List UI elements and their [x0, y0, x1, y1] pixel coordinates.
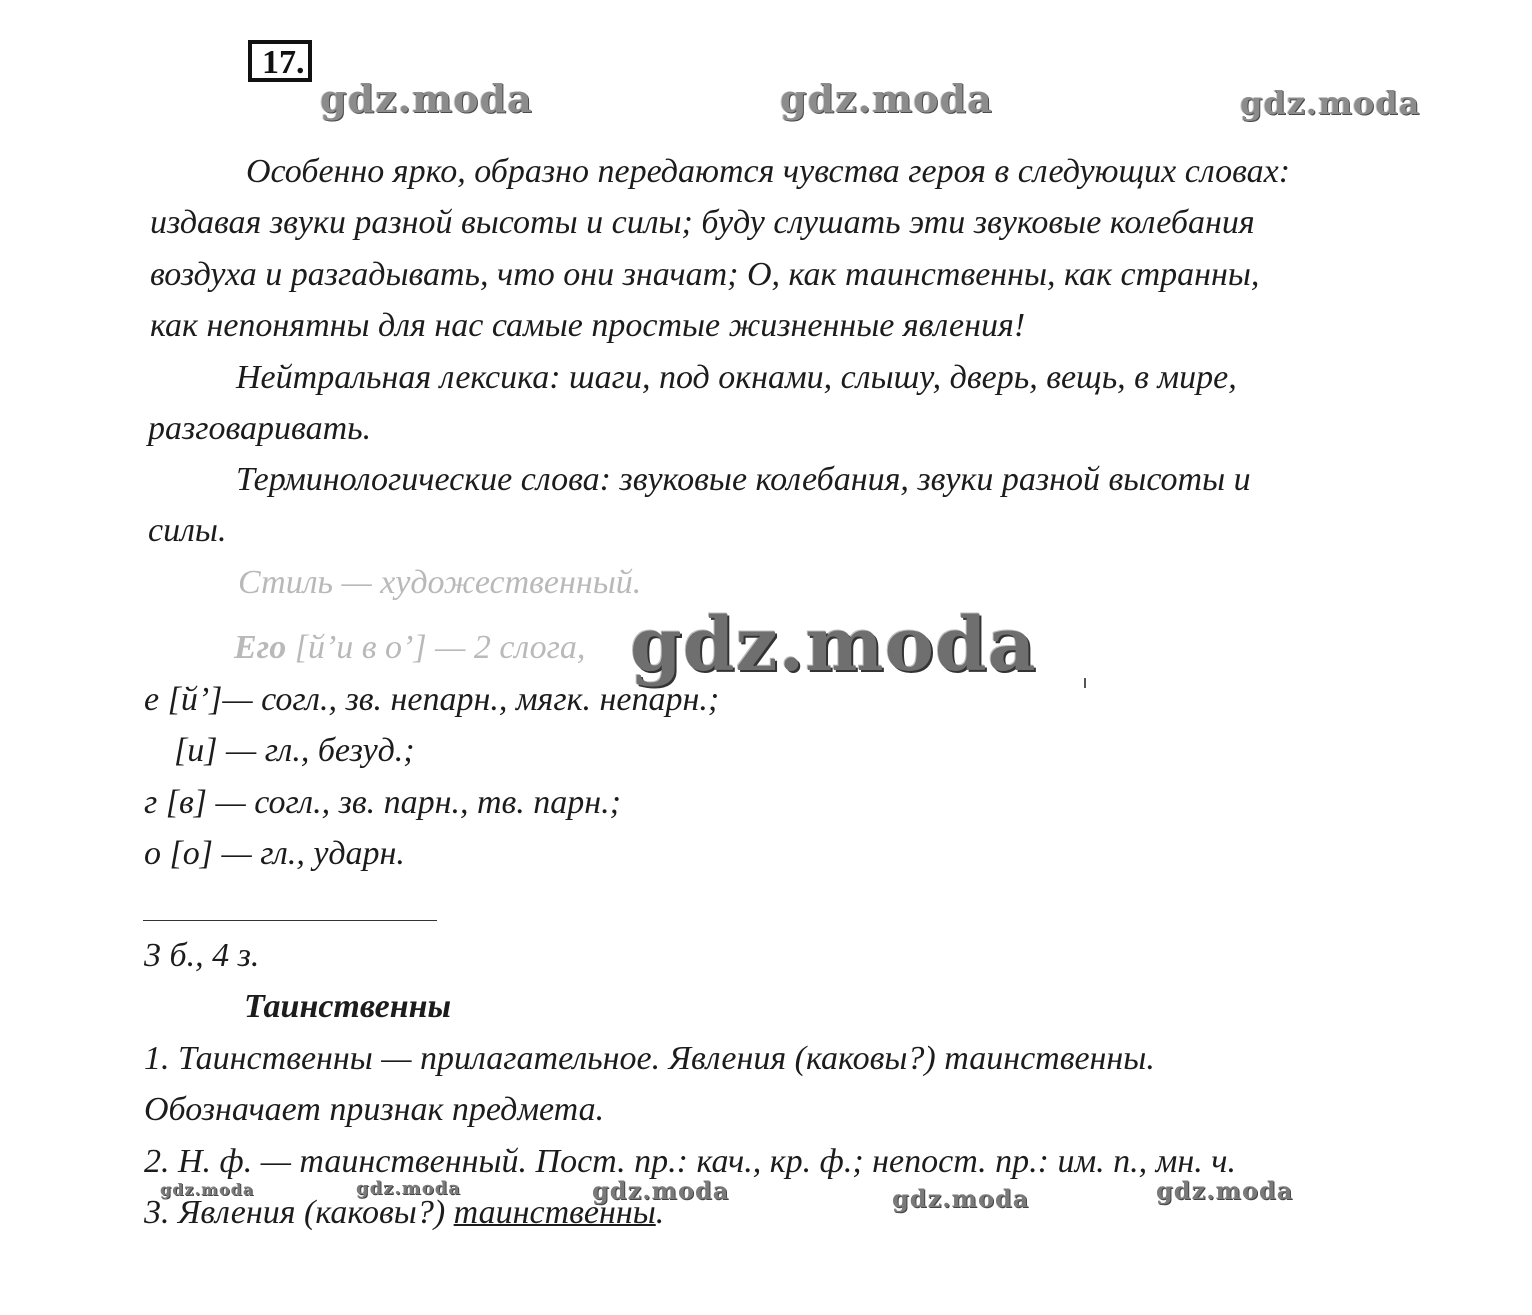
- watermark-bottom-4: gdz.moda: [892, 1184, 1030, 1213]
- phonetic-header: [234, 628, 585, 668]
- phonetic-row-3: г [в] — согл., зв. парн., тв. парн.;: [144, 784, 621, 821]
- phonetic-row-2: [и] — гл., безуд.;: [174, 732, 415, 769]
- morph-line-1: 1. Таинственны — прилагательное. Явления (каковы?) таинственны.: [144, 1040, 1155, 1077]
- watermark-center-large: gdz.moda: [630, 602, 1037, 688]
- watermark-top-right: gdz.moda: [1240, 84, 1421, 122]
- paragraph-1-line-4: как непонятны для нас самые простые жизненные явления!: [150, 307, 1026, 344]
- morph-line-4-suffix: .: [655, 1194, 665, 1231]
- paragraph-2-line-2: разговаривать.: [148, 410, 372, 447]
- style-line: Стиль — художественный.: [238, 564, 642, 601]
- morph-line-3: 2. Н. ф. — таинственный. Пост. пр.: кач., кр. ф.; непост. пр.: им. п., мн. ч.: [144, 1143, 1236, 1180]
- watermark-bottom-2: gdz.moda: [356, 1178, 461, 1199]
- phonetic-transcription: [й’и в о’] — 2 слога,: [286, 629, 586, 666]
- paragraph-1-line-3: воздуха и разгадывать, что они значат; О, как таинственны, как странны,: [150, 256, 1260, 293]
- watermark-bottom-3: gdz.moda: [592, 1176, 730, 1205]
- paragraph-3-line-1: Терминологические слова: звуковые колебания, звуки разной высоты и: [236, 461, 1251, 498]
- paragraph-2-line-1: Нейтральная лексика: шаги, под окнами, слышу, дверь, вещь, в мире,: [236, 359, 1237, 396]
- morph-line-4-prefix: 3. Явления (каковы?): [144, 1194, 454, 1231]
- morph-line-2: Обозначает признак предмета.: [144, 1091, 605, 1128]
- paragraph-1-line-2: издавая звуки разной высоты и силы; буду слушать эти звуковые колебания: [150, 204, 1255, 241]
- phonetic-row-4: о [о] — гл., ударн.: [144, 835, 405, 872]
- paragraph-3-line-2: силы.: [148, 512, 227, 549]
- divider-line: [143, 920, 437, 921]
- morph-underlined-word: таинственны: [453, 1194, 656, 1231]
- phonetic-row-1: е [й’]— согл., зв. непарн., мягк. непарн.;: [144, 681, 720, 718]
- morph-line-4: [144, 1193, 664, 1233]
- morph-heading: Таинственны: [244, 988, 452, 1025]
- phonetic-summary: 3 б., 4 з.: [144, 937, 260, 974]
- watermark-top-center: gdz.moda: [780, 76, 993, 121]
- task-number-box: 17.: [248, 40, 312, 82]
- paragraph-1-line-1: Особенно ярко, образно передаются чувства героя в следующих словах:: [246, 153, 1291, 190]
- watermark-bottom-5: gdz.moda: [1156, 1176, 1294, 1205]
- watermark-top-left: gdz.moda: [320, 76, 533, 121]
- watermark-bottom-1: gdz.moda: [160, 1180, 255, 1199]
- stray-mark: [1084, 678, 1086, 688]
- phonetic-word: Его: [234, 629, 287, 666]
